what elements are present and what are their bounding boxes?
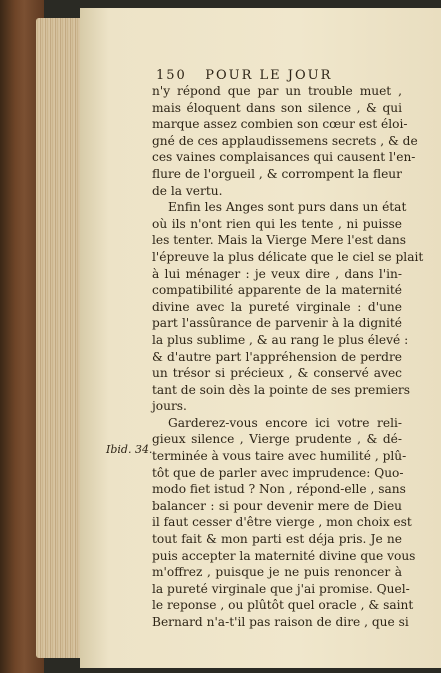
text-line: tout fait & mon parti est déja pris. Je ne — [152, 532, 402, 547]
text-line: la plus sublime , & au rang le plus élevé : — [152, 332, 409, 347]
text-line: compatibilité apparente de la maternité — [152, 283, 402, 298]
text-line: balancer : si pour devenir mere de Dieu — [152, 498, 402, 513]
text-line: l'épreuve la plus délicate que le ciel se plait — [152, 249, 424, 264]
page-number: 150 — [156, 68, 187, 83]
text-line: flure de l'orgueil , & corrompent la fleur — [152, 166, 402, 181]
text-line: part l'assûrance de parvenir à la dignité — [152, 316, 402, 331]
text-line: mais éloquent dans son silence , & qui — [152, 100, 402, 115]
running-title: POUR LE JOUR — [205, 68, 333, 83]
text-line: m'offrez , puisque je ne puis renoncer à — [152, 565, 402, 580]
text-line: puis accepter la maternité divine que vous — [152, 548, 416, 563]
body-text — [152, 83, 424, 631]
text-line: à lui ménager : je veux dire , dans l'in- — [152, 266, 402, 281]
text-line: tant de soin dès la pointe de ses premiers — [152, 382, 411, 397]
text-line: tôt que de parler avec imprudence: Quo- — [152, 465, 404, 480]
text-line: modo fiet istud ? Non , répond-elle , sans — [152, 482, 406, 497]
text-line: terminée à vous taire avec humilité , plû- — [152, 449, 407, 464]
text-line: gné de ces applaudissemens secrets , & de — [152, 133, 418, 148]
text-line: un trésor si précieux , & conservé avec — [152, 366, 402, 381]
text-line: jours. — [152, 399, 187, 414]
text-line: ces vaines complaisances qui causent l'en- — [152, 150, 416, 165]
text-line: Bernard n'a-t'il pas raison de dire , que si — [152, 615, 409, 629]
page-edges — [36, 18, 84, 658]
text-line: les tenter. Mais la Vierge Mere l'est dans — [152, 233, 407, 248]
text-line: Enfin les Anges sont purs dans un état — [168, 200, 407, 215]
text-line: divine avec la pureté virginale : d'une — [152, 299, 402, 314]
text-line: où ils n'ont rien qui les tente , ni puisse — [152, 216, 402, 231]
text-line: de la vertu. — [152, 183, 223, 198]
text-line: marque assez combien son cœur est éloi- — [152, 117, 408, 132]
margin-note: Ibid. 34. — [106, 443, 153, 456]
text-line: n'y répond que par un trouble muet , — [152, 84, 402, 98]
text-line: la pureté virginale que j'ai promise. Quel- — [152, 581, 410, 596]
text-line: gieux silence , Vierge prudente , & dé- — [152, 432, 402, 447]
text-line: il faut cesser d'être vierge , mon choix est — [152, 515, 412, 530]
text-line: Garderez-vous encore ici votre reli- — [168, 415, 402, 430]
running-header — [156, 68, 332, 83]
text-line: le reponse , ou plûtôt quel oracle , & saint — [152, 598, 414, 613]
text-line: & d'autre part l'appréhension de perdre — [152, 349, 402, 364]
